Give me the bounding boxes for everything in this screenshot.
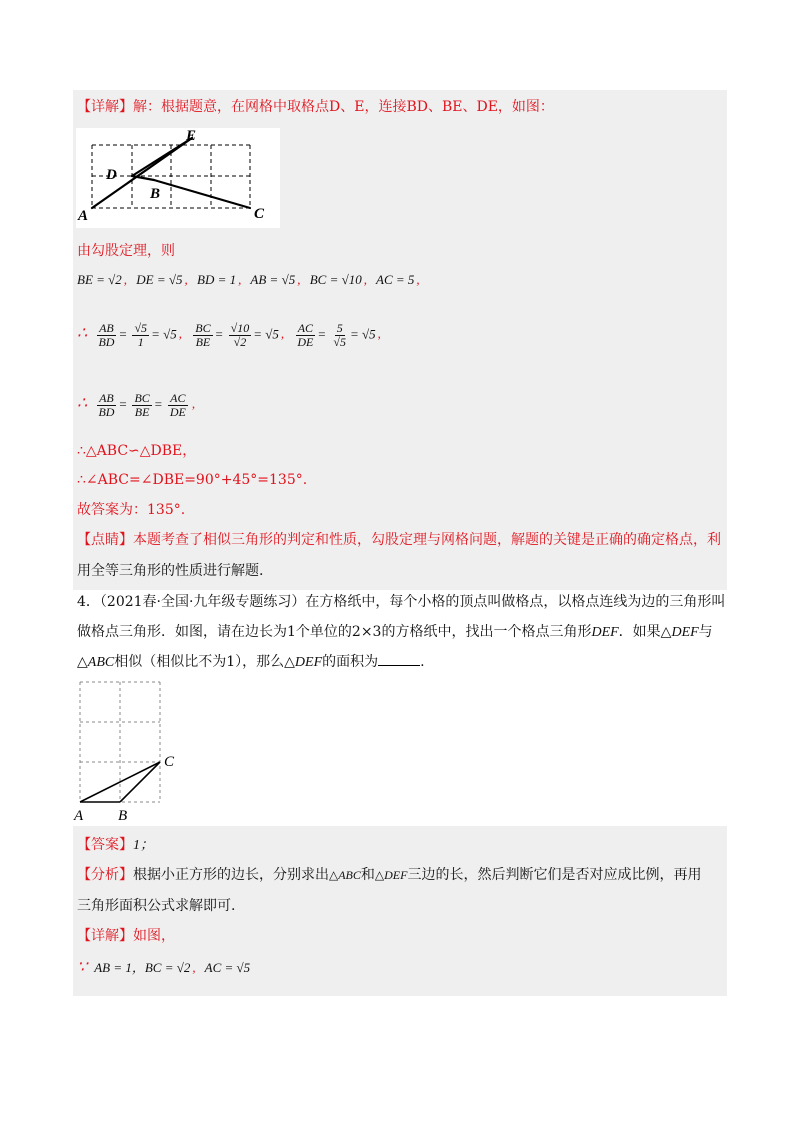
label-E: E — [186, 128, 197, 144]
answer-tag: 【答案】 — [77, 837, 133, 853]
label-B: B — [118, 808, 128, 824]
label-D: D — [106, 167, 117, 183]
problem-4-line-1: 4．（2021春·全国·九年级专题练习）在方格纸中，每个小格的顶点叫做格点，以格点连线为边的三角形叫 — [77, 594, 726, 610]
comment-line-2: 用全等三角形的性质进行解题. — [77, 563, 264, 579]
detail-line-2: 【详解】如图， — [77, 928, 175, 944]
pythagoras-line: 由勾股定理，则 — [77, 243, 175, 259]
comment-text: 本题考查了相似三角形的判定和性质，勾股定理与网格问题，解题的关键是正确的确定格点，利 — [133, 532, 721, 548]
detail-text: 解：根据题意，在网格中取格点D、E，连接BD、BE、DE，如图： — [133, 99, 554, 115]
final-row: ∵ AB = 1，BC = √2 , AC = √5 — [77, 959, 251, 976]
comma: , — [238, 272, 242, 287]
answer-line-2 — [77, 836, 154, 855]
comma: , — [184, 272, 188, 287]
because-symbol: ∵ — [77, 959, 88, 976]
detail-line — [77, 98, 554, 116]
ratio-ab-bd: $\frac{AB}{BD}$ — [98, 321, 115, 349]
label-C: C — [254, 206, 265, 222]
answer-value: 1； — [133, 838, 154, 853]
ratios-row: ∴ $\frac{AB}{BD}$ = $\frac{√5}{1}$ = √5 , $\frac{BC}{BE}$ = $\frac{√10}{√2}$ = √5 , $\frac{AC}{DE}$ = $\frac{5}{√5}$ = √5 , — [77, 321, 381, 349]
length-ab: AB = √5 — [250, 272, 296, 287]
analysis-line-1: 【分析】根据小正方形的边长，分别求出△ABC和△DEF三边的长，然后判断它们是否对应成比例，再用 — [77, 867, 702, 883]
analysis-line-2: 三角形面积公式求解即可. — [77, 898, 236, 914]
label-A: A — [74, 808, 84, 824]
comma: , — [416, 272, 420, 287]
length-be: BE = √2 — [77, 272, 122, 287]
grid-figure-1 — [76, 128, 280, 228]
therefore-symbol: ∴ — [77, 325, 88, 343]
label-C: C — [164, 754, 175, 770]
comma: , — [297, 272, 301, 287]
lengths-row — [77, 272, 426, 288]
length-de: DE = √5 — [136, 272, 183, 287]
ratio-bc-be: $\frac{BC}{BE}$ — [195, 321, 211, 349]
comment-line-1 — [77, 531, 721, 549]
length-bd: BD = 1 — [197, 272, 237, 287]
comment-tag: 【点睛】 — [77, 532, 133, 548]
comma: , — [123, 272, 128, 287]
ratio-ac-de: $\frac{AC}{DE}$ — [297, 321, 314, 349]
length-ac: AC = 5 — [376, 272, 415, 287]
label-A: A — [78, 208, 89, 224]
detail-tag: 【详解】 — [77, 99, 133, 115]
answer-blank[interactable] — [378, 653, 420, 666]
similar-line: ∴△ABC∽△DBE， — [77, 443, 197, 459]
analysis-tag: 【分析】 — [77, 867, 133, 883]
label-B: B — [150, 186, 161, 202]
detail-tag-2: 【详解】 — [77, 928, 133, 944]
angle-line: ∴∠ABC=∠DBE=90°+45°=135°. — [77, 472, 308, 488]
problem-4-line-2: 做格点三角形．如图，请在边长为1个单位的2×3的方格纸中，找出一个格点三角形DEF．如果△DEF与 — [77, 624, 713, 640]
problem-4-line-3: △ABC相似（相似比不为1），那么△DEF的面积为 . — [77, 654, 425, 670]
length-bc: BC = √10 — [309, 272, 362, 287]
comma: , — [363, 272, 367, 287]
therefore-symbol: ∴ — [77, 395, 88, 413]
grid-figure-2 — [72, 678, 192, 826]
answer-line-1: 故答案为：135°. — [77, 502, 186, 518]
equal-ratios-row: ∴ $\frac{AB}{BD}$ = $\frac{BC}{BE}$ = $\frac{AC}{DE}$ , — [77, 391, 196, 419]
